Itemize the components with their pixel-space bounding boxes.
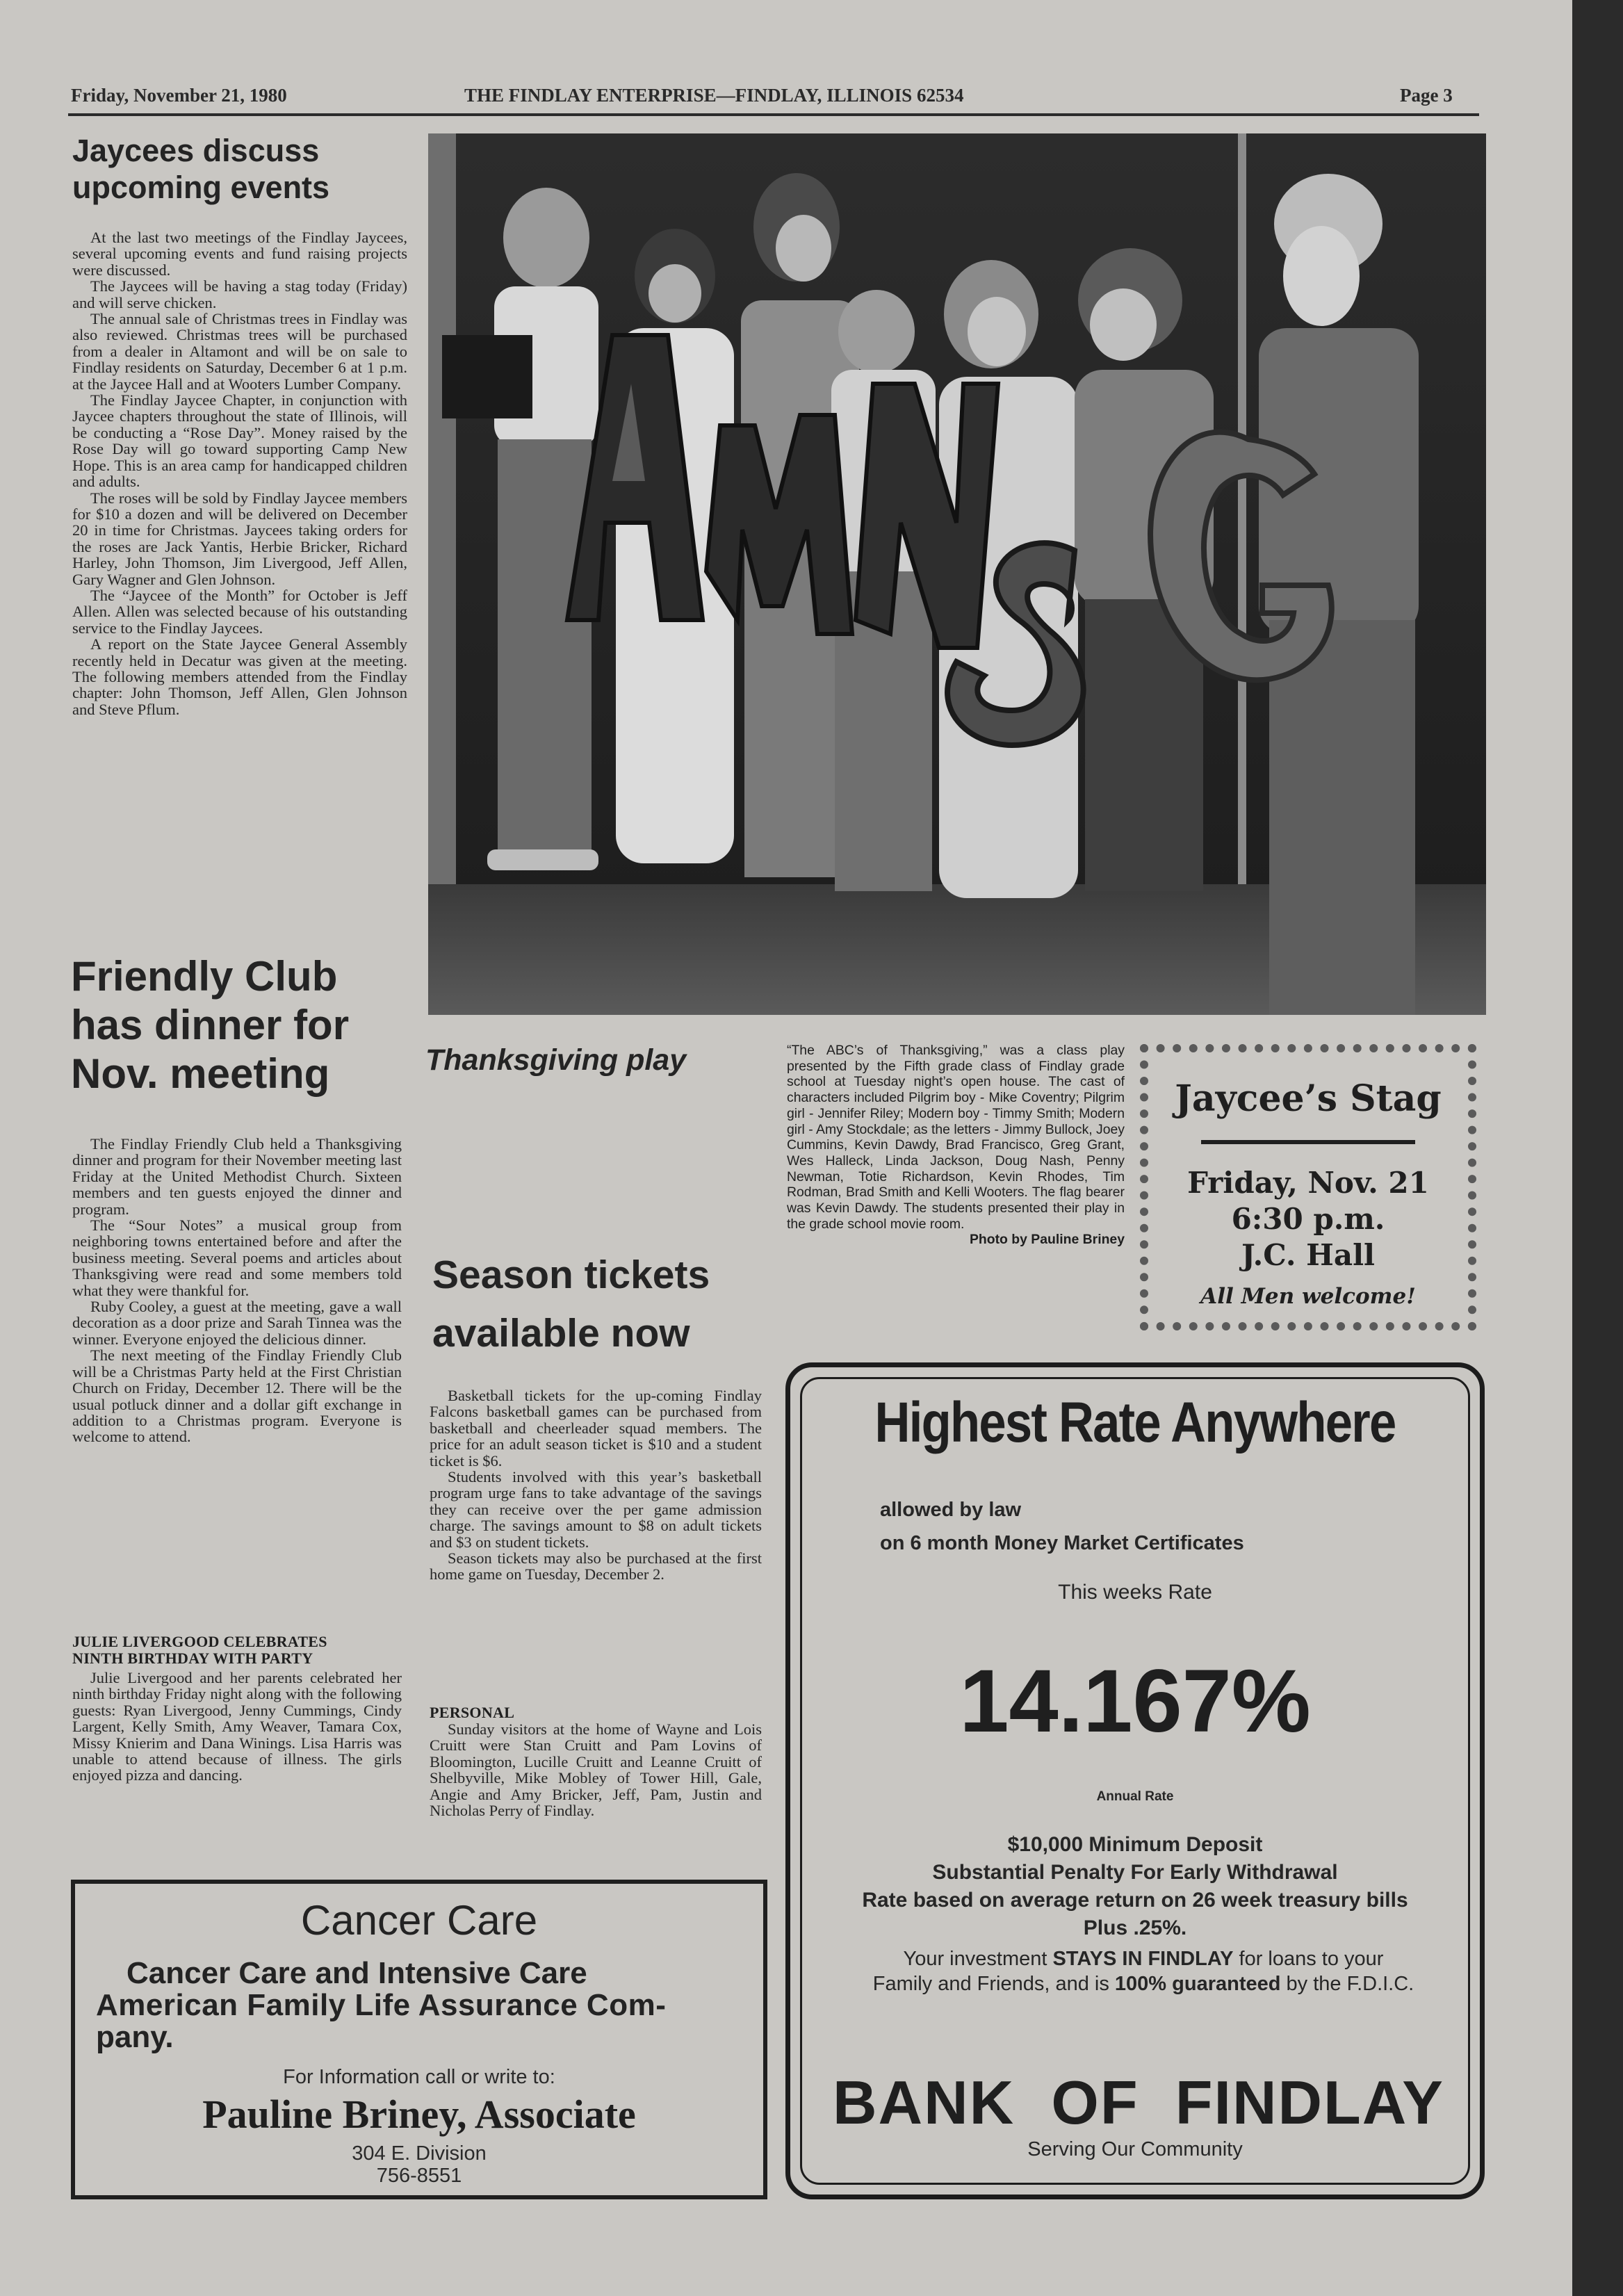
thanksgiving-play-photo [428,133,1486,1015]
bank-plus: Plus .25%. [1083,1916,1187,1939]
bank-subhead-line2: on 6 month Money Market Certificates [880,1532,1244,1554]
bank-invest-f: by the F.D.I.C. [1280,1973,1414,1995]
photo-panel-divider [1238,133,1246,1015]
personal-paragraph: Sunday visitors at the home of Wayne and Lois Cruitt were Stan Cruitt and Pam Lovins of Bloomington, Lucille Cruitt and Leanne Cruitt of Shelbyville, Mike Mobley of Tower Hill, Gale, Angie and Amy Bricker, Jeff, Pam, Justin and Nicholas Perry of Findlay. [430,1720,762,1820]
julie-headline [72,1634,406,1667]
jaycees-paragraph: The Findlay Jaycee Chapter, in conjunction with Jaycee chapters throughout the state of Illinois, will be conducting a “Rose Day”. Money raised by the Rose Day will go toward supporting Camp New Hope. This is an area camp for handicapped children and adults. [72,391,407,491]
stag-time: 6:30 p.m. [1231,1202,1385,1236]
cancer-care-line2: American Family Life Assurance Com- [96,1988,667,2022]
bank-subhead-line1: allowed by law [880,1499,1022,1521]
page-edge-shadow [1572,0,1623,2296]
friendly-club-paragraph: The next meeting of the Findlay Friendly Club will be a Christmas Party held at the First Christian Church on Friday, December 12. There will be the usual potluck dinner and a dollar gift exchange in addition to a Christmas program. Everyone is welcome to attend. [72,1346,402,1446]
thanksgiving-headline: Thanksgiving play [425,1043,687,1077]
personal-headline: PERSONAL [430,1704,515,1721]
bank-investment-line1 [840,1946,1447,1971]
bank-invest-e: 100% guaranteed [1114,1973,1281,1995]
julie-body [72,1670,402,1784]
jaycees-paragraph: A report on the State Jaycee General Assembly recently held in Decatur was given at the meeting. The following members attended from the Findlay chapter: John Thomson, Jeff Allen, Glen Johnson and Steve Pflum. [72,635,407,718]
season-tickets-paragraph: Season tickets may also be purchased at the first home game on Tuesday, December 2. [430,1549,762,1583]
julie-paragraph: Julie Livergood and her parents celebrated her ninth birthday Friday night along with the following guests: Ryan Livergood, Jenny Cummings, Cindy Largent, Kelly Smith, Amy Weaver, Tamara Cox, Missy Knierim and Dana Winings. Lisa Harris was unable to attend because of illness. The girls enjoyed pizza and dancing. [72,1669,402,1784]
cancer-care-associate: Pauline Briney, Associate [202,2092,636,2137]
bank-of-findlay-ad [785,1362,1485,2199]
stag-note: All Men welcome! [1200,1284,1416,1309]
julie-headline-line1: JULIE LIVERGOOD CELEBRATES [72,1633,327,1650]
cancer-care-phone: 756-8551 [376,2165,462,2187]
masthead-rule [68,113,1479,116]
bank-tagline: Serving Our Community [1027,2138,1243,2160]
cancer-care-ad [71,1880,767,2199]
bank-rate-basis: Rate based on average return on 26 week treasury bills [862,1889,1408,1912]
photo-illustration [428,133,1486,1015]
bank-penalty: Substantial Penalty For Early Withdrawal [932,1861,1338,1884]
cancer-care-address: 304 E. Division [352,2142,487,2165]
black-card-prop [442,335,532,418]
cancer-care-line3: pany. [96,2020,174,2054]
masthead-date: Friday, November 21, 1980 [71,85,287,106]
jaycees-paragraph: The “Jaycee of the Month” for October is Jeff Allen. Allen was selected because of his outstanding service to the Findlay Jaycees. [72,586,407,637]
bank-subhead [880,1493,1244,1560]
cancer-care-info: For Information call or write to: [283,2066,555,2088]
stag-date: Friday, Nov. 21 [1187,1166,1429,1200]
bank-terms [802,1831,1468,1942]
season-tickets-body [430,1387,762,1583]
masthead-page-number: Page 3 [1400,85,1453,106]
cancer-care-contact [75,2142,763,2187]
friendly-club-paragraph: The Findlay Friendly Club held a Thanksgiving dinner and program for their November meeting last Friday at the United Methodist Church. Sixteen members and ten guests enjoyed the dinner and program. [72,1135,402,1218]
personal-body [430,1721,762,1818]
thanksgiving-caption-text: “The ABC’s of Thanksgiving,” was a class play presented by the Fifth grade class of Findlay grade school at Tuesday night’s open house. The cast of characters included Pilgrim boy - Mike Coventry; Pilgrim girl - Jennifer Riley; Modern boy - Timmy Smith; Modern girl - Amy Stockdale; as the letters - Jimmy Bullock, Joey Cummins, Kevin Dawdy, Brad Francisco, Greg Grant, Wes Halleck, Linda Jackson, Doug Nash, Penny Newman, Totie Richardson, Kevin Rhodes, Tim Rodman, Brad Smith and Kelli Wooters. The flag bearer was Kevin Dawdy. The students presented their play in the grade school movie room. [787,1043,1125,1232]
season-tickets-headline-line1: Season tickets [432,1253,710,1297]
stag-place: J.C. Hall [1241,1238,1375,1272]
bank-invest-d: Family and Friends, and is [872,1973,1115,1995]
friendly-club-headline-line3: Nov. meeting [71,1050,330,1097]
season-tickets-paragraph: Students involved with this year’s basketball program urge fans to take advantage of the savings they can receive over the per game admission charge. The savings amount to $8 on adult tickets and $3 on student tickets. [430,1468,762,1551]
jaycees-article-body [72,229,407,717]
friendly-club-headline-line2: has dinner for [71,1002,350,1048]
cancer-care-line1: Cancer Care and Intensive Care [127,1956,587,1990]
bank-rate: 14.167% [959,1652,1311,1751]
bank-annual-rate: Annual Rate [1096,1789,1174,1804]
friendly-club-body [72,1136,402,1445]
jaycees-paragraph: The annual sale of Christmas trees in Findlay was also reviewed. Christmas trees will be purchased from a dealer in Altamont and will be on sale to Findlay residents on Saturday, December 6 at 1 p.m. at the Jaycee Hall and at Wooters Lumber Company. [72,310,407,393]
masthead-title: THE FINDLAY ENTERPRISE—FINDLAY, ILLINOIS 62534 [464,85,964,106]
cancer-care-title: Cancer Care [300,1897,538,1944]
bank-headline: Highest Rate Anywhere [874,1391,1396,1454]
bank-invest-a: Your investment [903,1948,1053,1970]
jaycees-headline-line2: upcoming events [72,170,330,206]
jaycees-paragraph: The Jaycees will be having a stag today (Friday) and will serve chicken. [72,277,407,311]
jaycees-paragraph: At the last two meetings of the Findlay Jaycees, several upcoming events and fund raising projects were discussed. [72,229,407,279]
bank-weeks-rate: This weeks Rate [1058,1581,1212,1604]
stag-details [1148,1165,1468,1273]
julie-headline-line2: NINTH BIRTHDAY WITH PARTY [72,1650,313,1667]
bank-investment-line2 [840,1971,1447,1996]
season-tickets-headline [432,1246,780,1362]
friendly-club-paragraph: Ruby Cooley, a guest at the meeting, gave a wall decoration as a door prize and Sarah Tinnea was the winner. Everyone enjoyed the delicious dinner. [72,1298,402,1348]
bank-name [833,2067,1444,2138]
friendly-club-headline-line1: Friendly Club [71,953,338,1000]
friendly-club-paragraph: The “Sour Notes” a musical group from neighboring towns entertained before and after the business meeting. Several poems and articles about Thanksgiving were read and some members told what they were thankful for. [72,1216,402,1299]
bank-name-word1: BANK [833,2068,1016,2137]
cancer-care-body [96,1957,749,2053]
jaycees-headline-line1: Jaycees discuss [72,133,320,168]
season-tickets-headline-line2: available now [432,1311,690,1355]
jaycees-paragraph: The roses will be sold by Findlay Jaycee members for $10 a dozen and will be delivered on December 20 in time for Christmas. Jaycees taking orders for the roses are Jack Yantis, Herbie Bricker, Richard Harley, John Thomson, Jim Livergood, Jeff Allen, Gary Wagner and Glen Johnson. [72,489,407,588]
jaycees-headline [72,132,420,206]
stag-title: Jaycee’s Stag [1175,1077,1442,1120]
bank-name-word2: OF [1051,2068,1139,2137]
bank-ad-inner-frame [800,1377,1470,2185]
bank-name-word3: FINDLAY [1175,2068,1444,2137]
photo-wall-edge [428,133,456,1015]
bank-investment-text [840,1946,1447,1996]
season-tickets-paragraph: Basketball tickets for the up-coming Findlay Falcons basketball games can be purchased from basketball and cheerleader squad members. The price for an adult season ticket is $10 and a student ticket is $6. [430,1387,762,1469]
friendly-club-headline [71,952,446,1098]
bank-invest-b: STAYS IN FINDLAY [1052,1948,1234,1970]
jaycee-stag-ad [1140,1044,1476,1330]
letter-n-prop [856,384,998,648]
stag-divider [1201,1140,1415,1144]
bank-invest-c: for loans to your [1233,1948,1384,1970]
photo-credit: Photo by Pauline Briney [969,1232,1125,1248]
bank-min-deposit: $10,000 Minimum Deposit [1007,1833,1263,1856]
thanksgiving-caption [787,1043,1125,1248]
